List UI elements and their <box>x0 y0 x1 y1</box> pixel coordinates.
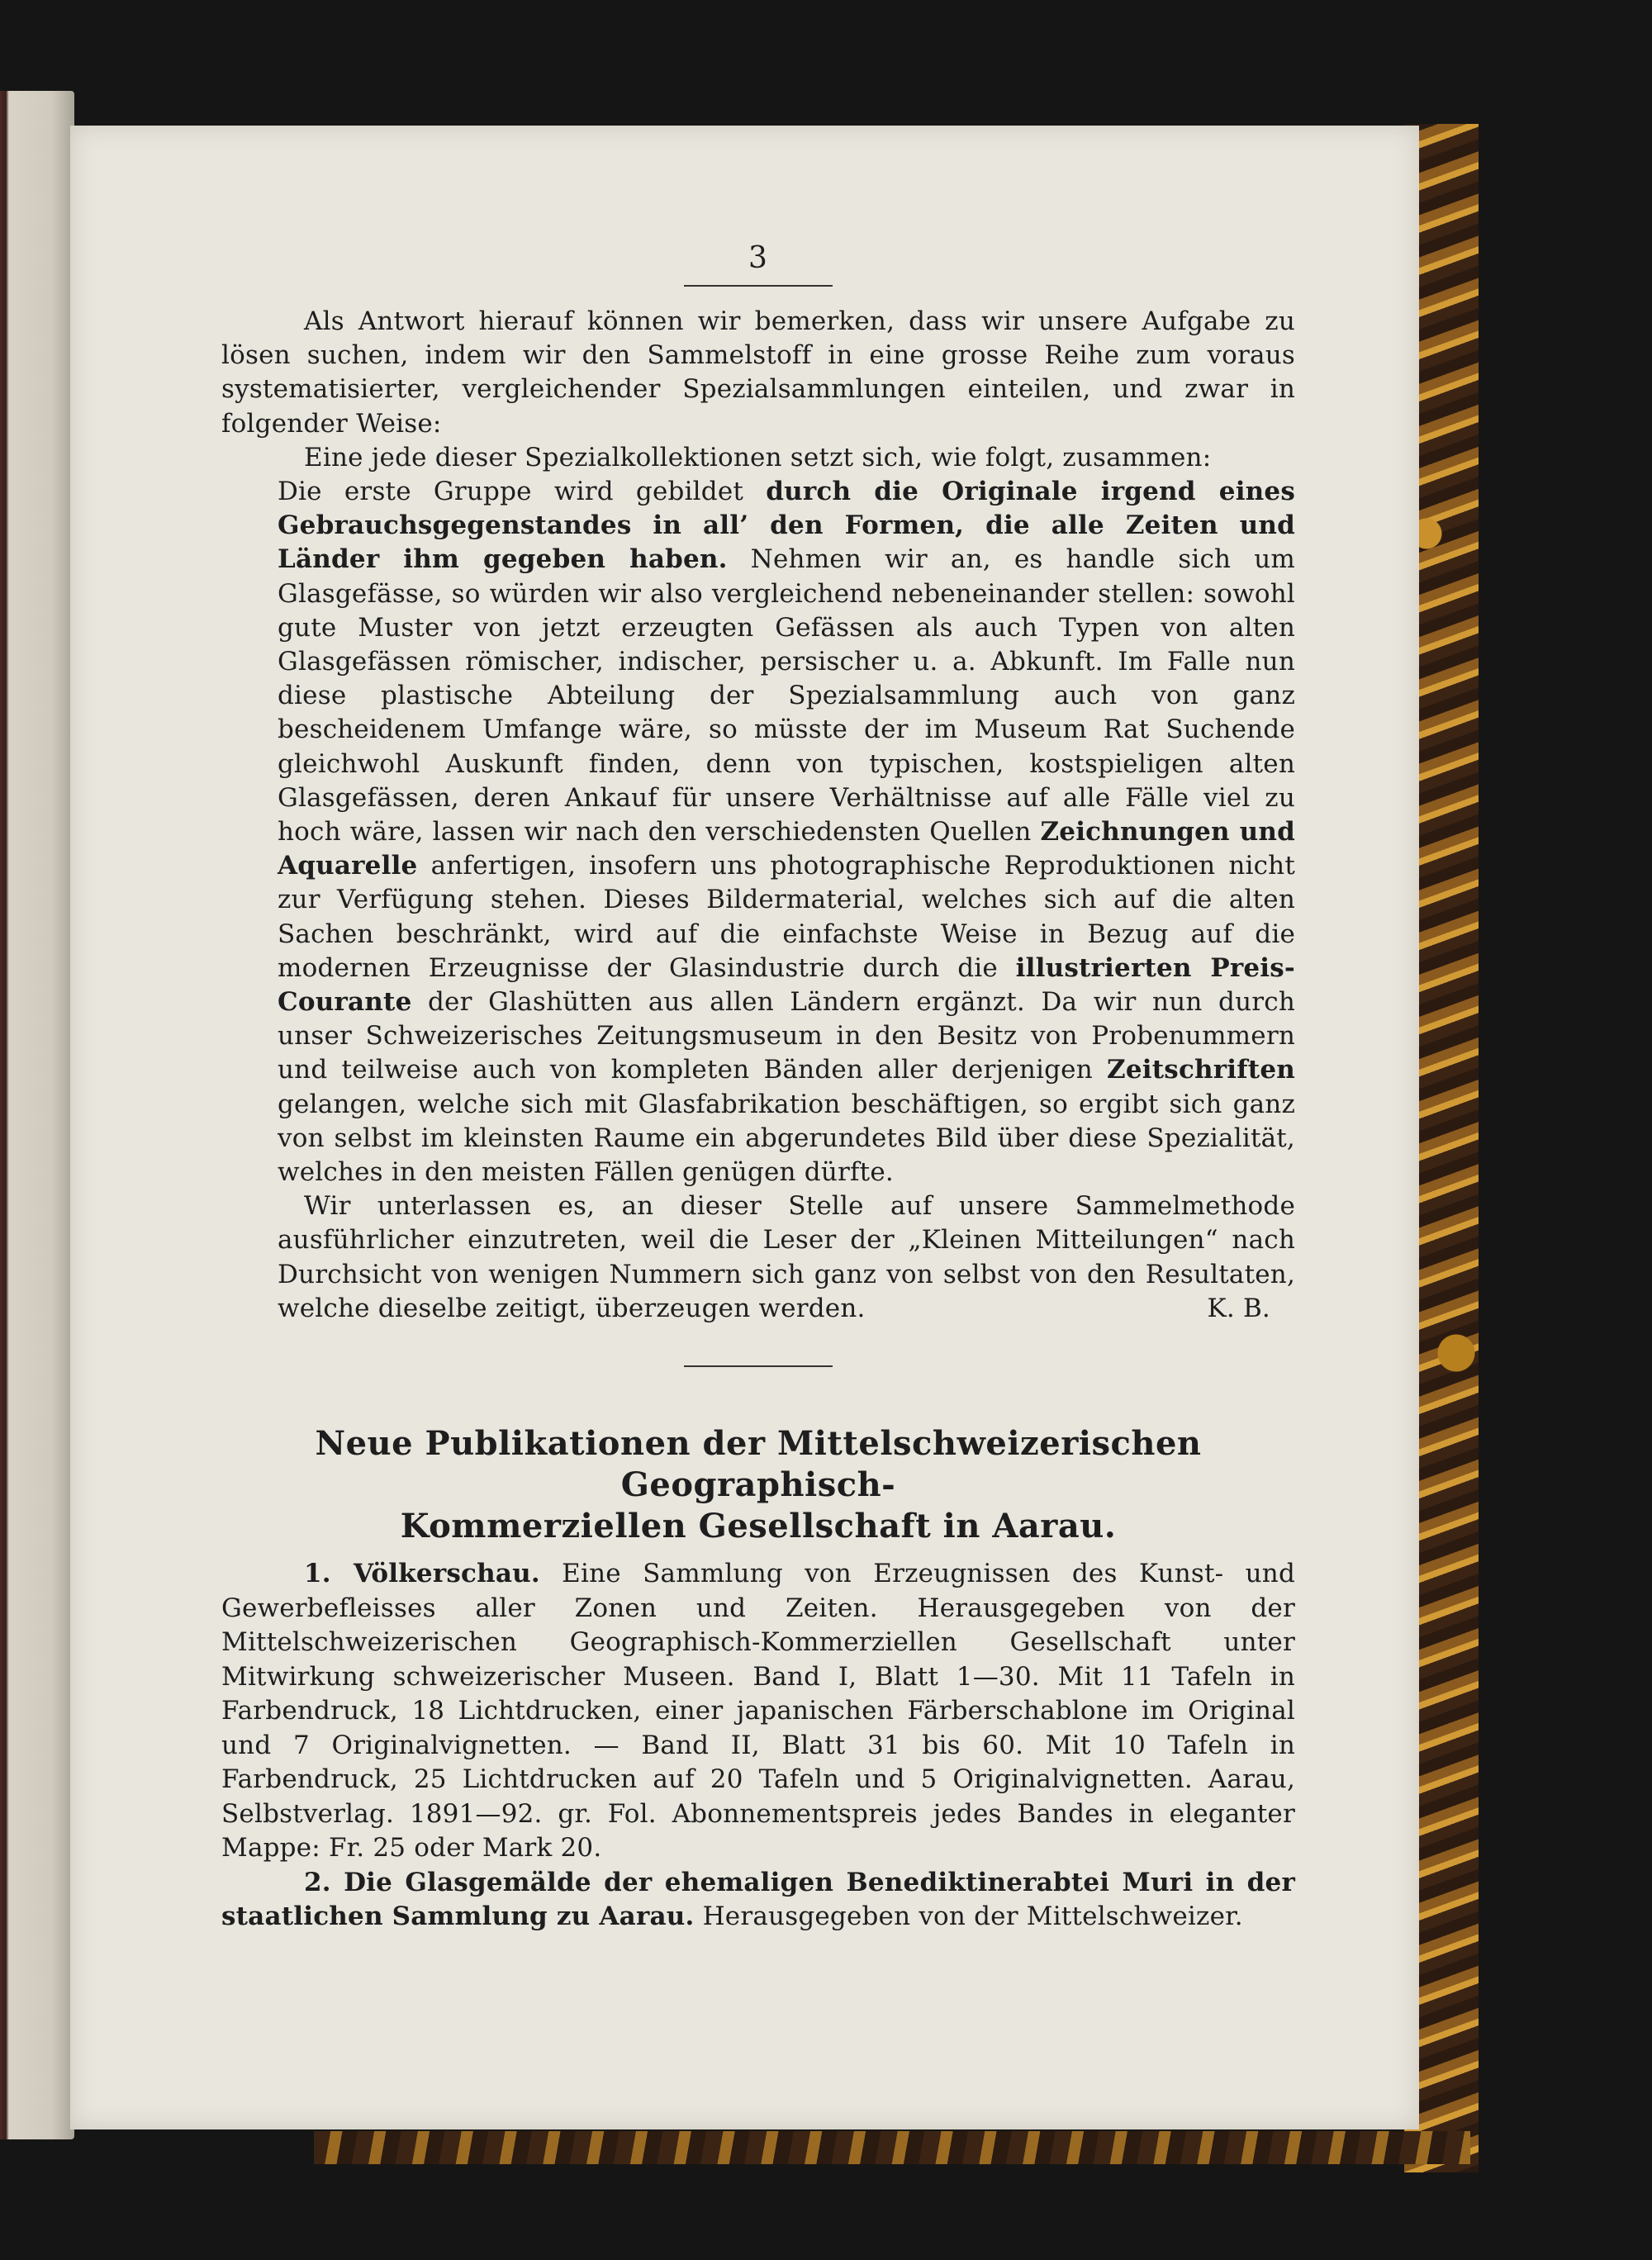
bold-price-lists: illustrierten Preis-Courante <box>278 952 1296 1018</box>
bold-periodicals: Zeitschriften <box>1107 1055 1295 1085</box>
page-number: 3 <box>748 241 768 275</box>
paragraph-first-group <box>278 475 1295 1189</box>
text-segment: Die erste Gruppe wird gebildet <box>278 477 744 507</box>
paragraph-intro: Als Antwort hierauf können wir bemerken, dass wir unsere Aufgabe zu lösen suchen, indem wir den Sammelstoff in eine grosse Reihe zum voraus systematisierter, vergleichender Spezialsammlungen einteilen, und zwar in folgender Weise: <box>221 306 1295 439</box>
article-indented-block <box>221 441 1295 1326</box>
text-segment: Nehmen wir an, es handle sich um Glasgefässe, so würden wir also vergleichend nebeneinander stellen: sowohl gute Muster von jetzt erzeugten Gefässen als auch Typen von alten Glasgefässen römischer, indischer, persischer u. a. Abkunft. Im Falle nun diese plastische Abteilung der Spezialsammlung auch von ganz bescheidenem Umfange wäre, so müsste der im Museum Rat Suchende gleichwohl Auskunft finden, denn von typischen, kostspieligen alten Glasgefässen, deren Ankauf für unsere Verhältnisse auf alle Fälle viel zu hoch wäre, lassen wir nach den verschiedensten Quellen <box>278 544 1295 848</box>
publication-item-2 <box>221 1866 1295 1935</box>
header-rule <box>684 285 833 287</box>
section-heading-line2: Kommerziellen Gesellschaft in Aarau. <box>400 1507 1117 1546</box>
publication-item-1-text: Eine Sammlung von Erzeugnissen des Kunst- und Gewerbefleisses aller Zonen und Zeiten. Herausgegeben von der Mittelschweizerischen Geographisch-Kommerziellen Gesellschaft unter Mitwirkung schweizerischer Museen. Band I, Blatt 1—30. Mit 11 Tafeln in Farbendruck, 18 Lichtdrucken, einer japanischen Färberschablone im Original und 7 Originalvignetten. — Band II, Blatt 31 bis 60. Mit 10 Tafeln in Farbendruck, 25 Lichtdrucken auf 20 Tafeln und 5 Originalvignetten. Aarau, Selbstverlag. 1891—92. gr. Fol. Abonnementspreis jedes Bandes in eleganter Mappe: Fr. 25 oder Mark 20. <box>221 1559 1295 1864</box>
section-heading <box>221 1423 1295 1547</box>
left-page-edge <box>0 91 74 2139</box>
text-segment: der Glashütten aus allen Ländern ergänzt. Da wir nun durch unser Schweizerisches Zeitungsmuseum in den Besitz von Probenummern und teilweise auch von kompleten Bänden aller derjenigen <box>278 987 1295 1085</box>
bold-drawings: Zeichnungen und Aquarelle <box>278 817 1295 881</box>
publication-item-2-title: 2. Die Glasgemälde der ehemaligen Benediktinerabtei Muri in der staatlichen Sammlung zu Aarau. <box>221 1867 1295 1932</box>
section-heading-line1: Neue Publikationen der Mittelschweizerischen Geographisch- <box>315 1424 1202 1505</box>
article-body <box>221 305 1295 1326</box>
paragraph-collections: Eine jede dieser Spezialkollektionen setzt sich, wie folgt, zusammen: <box>304 442 1212 472</box>
publication-item-1-title: 1. Völkerschau. <box>304 1559 540 1589</box>
text-segment: Wir unterlassen es, an dieser Stelle auf unsere Sammelmethode ausführlicher einzutreten, weil die Leser der „Kleinen Mitteilungen“ nach Durchsicht von wenigen Nummern sich ganz von selbst von den Resultaten, welche dieselbe zeitigt, überzeugen werden. <box>278 1191 1295 1323</box>
text-segment: gelangen, welche sich mit Glasfabrikation beschäftigen, so ergibt sich ganz von selbst im kleinsten Raume ein abgerundetes Bild über diese Spezialität, welches in den meisten Fällen genügen dürfte. <box>278 1089 1295 1188</box>
publication-item-2-text: Herausgegeben von der Mittelschweizer. <box>702 1902 1243 1932</box>
marbled-bottom-edge <box>314 2131 1470 2164</box>
text-segment: anfertigen, insofern uns photographische Reproduktionen nicht zur Verfügung stehen. Dieses Bildermaterial, welches sich auf die alten Sachen beschränkt, wird auf die einfachste Weise in Bezug auf die modernen Erzeugnisse der Glasindustrie durch die <box>278 851 1295 983</box>
page-content <box>221 241 1295 1935</box>
bold-originals: durch die Originale irgend eines Gebrauchsgegenstandes in all’ den Formen, die alle Zeiten und Länder ihm gegeben haben. <box>278 477 1295 575</box>
author-signature: K. B. <box>1207 1293 1270 1323</box>
section-divider <box>684 1365 833 1367</box>
paragraph-closing <box>278 1189 1295 1326</box>
publications-list <box>221 1557 1295 1935</box>
publication-item-1 <box>221 1557 1295 1866</box>
book-page <box>70 126 1419 2129</box>
